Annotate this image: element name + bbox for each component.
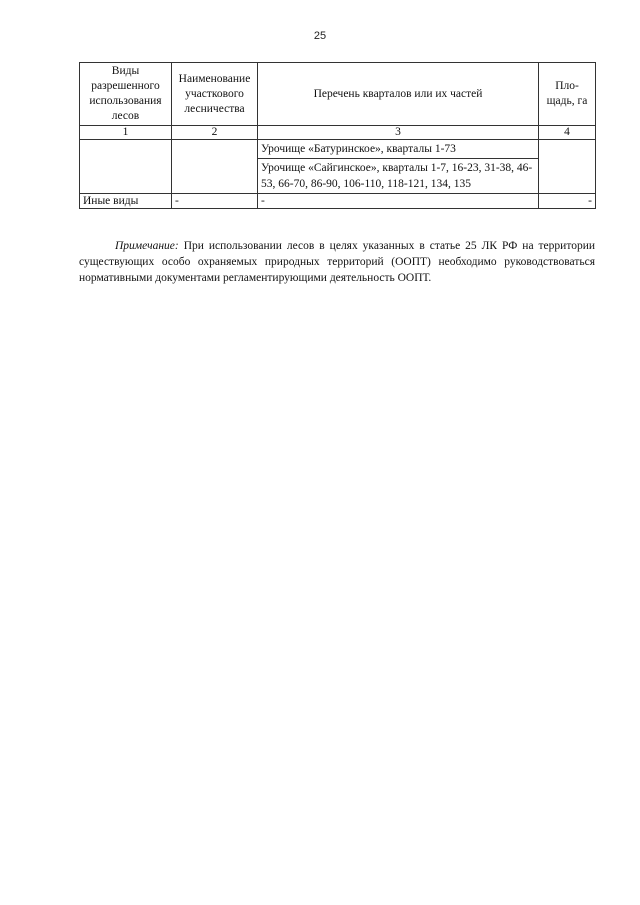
cell-quarters: Урочище «Батуринское», кварталы 1-73	[258, 140, 539, 159]
cell-forestry: -	[172, 194, 258, 209]
note-paragraph	[79, 238, 595, 286]
header-area: Пло-щадь, га	[539, 63, 596, 126]
header-quarters-list: Перечень кварталов или их частей	[258, 63, 539, 126]
header-use-type: Виды разрешенного использования лесов	[80, 63, 172, 126]
column-number: 1	[80, 126, 172, 140]
column-number: 3	[258, 126, 539, 140]
table-row	[80, 194, 596, 209]
column-number: 2	[172, 126, 258, 140]
cell-area	[539, 140, 596, 194]
page-number: 25	[313, 30, 327, 42]
cell-use-type	[80, 140, 172, 194]
cell-forestry	[172, 140, 258, 194]
note-text: При использовании лесов в целях указанных в статье 25 ЛК РФ на территории существующих особо охраняемых природных территорий (ООПТ) необходимо руководствоваться нормативными документами регламентирующими деятельность ООПТ.	[79, 240, 596, 284]
column-number: 4	[539, 126, 596, 140]
header-forestry-name: Наименование участкового лесничества	[172, 63, 258, 126]
forest-use-table	[79, 62, 596, 209]
cell-area: -	[539, 194, 596, 209]
table-header-row	[80, 63, 596, 126]
column-number-row	[80, 126, 596, 140]
cell-quarters: Урочище «Сайгинское», кварталы 1-7, 16-23, 31-38, 46-53, 66-70, 86-90, 106-110, 118-121, 134, 135	[258, 159, 539, 194]
cell-use-type: Иные виды	[80, 194, 172, 209]
note-lead: Примечание:	[115, 240, 179, 252]
cell-quarters: -	[258, 194, 539, 209]
table-row	[80, 140, 596, 159]
